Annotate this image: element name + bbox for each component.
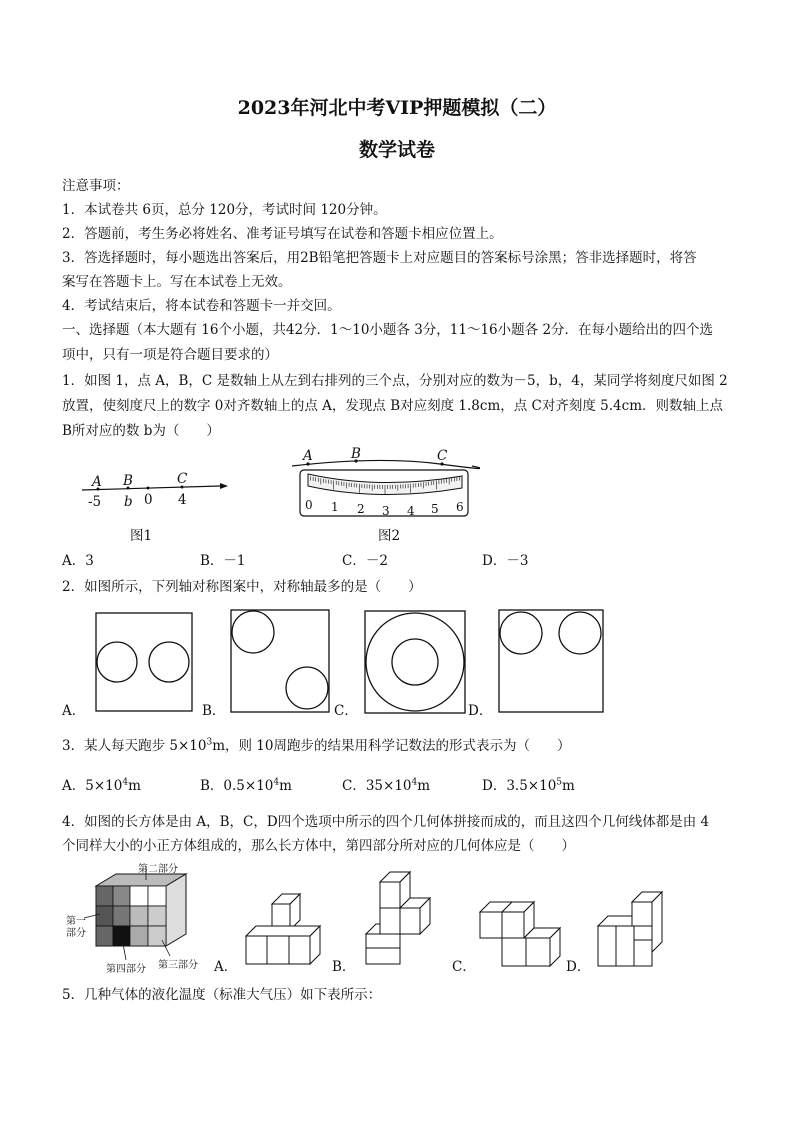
q2-figure-b [230,609,330,713]
point-label: B [123,473,133,489]
cuboid-label: 第一部分 [66,916,86,939]
q2-figure-d [498,609,604,713]
point-value: 0 [144,492,153,508]
q3-option-d: D．$3.5\times 10^5m$ [482,777,575,794]
q3-option-b: B．$0.5\times 10^4m$ [200,777,292,794]
cuboid-label: 第三部分 [158,960,198,971]
paper-title: 2023年河北中考VIP押题模拟（二） [237,97,557,119]
q1-text: 1．如图 1，点 A，B，C 是数轴上从左到右排列的三个点，分别对应的数为－5，b，4，某同学将刻度尺如图 2 [62,373,728,389]
q2-option-a: A． [62,703,86,719]
q4-option-a-shape [244,880,334,970]
q3-text: 3．某人每天跑步 $5\times 10^3m$，则 10周跑步的结果用科学记数法的形式表示为（ ） [62,737,571,754]
q4-option-b: B． [332,959,356,975]
note-item: 1．本试卷共 6页，总分 120分，考试时间 120分钟。 [62,202,387,218]
q1-figure-1 [80,468,230,548]
q2-figure-c [364,610,466,714]
ruler-tick-label: 5 [431,502,439,516]
q1-figure-2 [290,446,480,544]
q3-option-a: A．$5\times 10^4m$ [62,777,141,794]
point-label: A [92,474,102,490]
ruler-tick-label: 4 [407,504,415,518]
ruler-tick-label: 2 [357,502,365,516]
point-label: C [177,471,188,487]
figure-caption: 图1 [130,528,153,544]
q2-text: 2．如图所示，下列轴对称图案中，对称轴最多的是（ ） [62,579,422,595]
note-item: 案写在答题卡上。写在本试卷上无效。 [62,274,292,290]
q1-option-c: C．－2 [342,553,388,569]
notes-heading: 注意事项： [62,178,130,194]
cuboid-label: 第四部分 [106,964,146,975]
cuboid-label: 第二部分 [138,864,178,875]
ruler-tick-label: 6 [456,500,464,514]
ruler-tick-label: 0 [305,498,313,512]
section-heading-cont: 项中，只有一项是符合题目要求的） [62,347,278,363]
point-label: B [351,446,361,462]
point-label: C [437,448,448,464]
q4-option-d: D． [566,959,591,975]
q2-option-b: B． [202,703,226,719]
q1-option-b: B．－1 [200,553,246,569]
note-item: 3．答选择题时，每小题选出答案后，用2B铅笔把答题卡上对应题目的答案标号涂黑；答非选择题时，将答 [62,250,697,266]
q4-text: 个同样大小的小正方体组成的，那么长方体中，第四部分所对应的几何体应是（ ） [62,838,575,854]
point-value: b [124,494,133,510]
q4-option-c-shape [476,900,572,972]
ruler-tick-label: 3 [382,504,390,518]
q4-option-d-shape [596,888,668,972]
note-item: 2．答题前，考生务必将姓名、准考证号填写在试卷和答题卡相应位置上。 [62,226,503,242]
point-value: -5 [88,494,102,510]
section-heading: 一、选择题（本大题有 16个小题，共42分．1～10小题各 3分，11～16小题各 2分．在每小题给出的四个选 [62,322,714,338]
q1-option-d: D．－3 [482,553,529,569]
q5-text: 5．几种气体的液化温度（标准大气压）如下表所示： [62,987,382,1003]
q1-option-a: A．3 [62,553,94,569]
q4-cuboid-figure [66,864,216,976]
q2-option-c: C． [334,703,358,719]
q4-option-b-shape [364,864,444,968]
point-value: 4 [178,492,187,508]
note-item: 4．考试结束后，将本试卷和答题卡一并交回。 [62,298,341,314]
q4-option-c: C． [452,959,476,975]
q3-option-c: C．$35\times 10^4m$ [342,777,431,794]
q1-text: B所对应的数 b为（ ） [62,423,220,439]
ruler-tick-label: 1 [331,500,339,514]
q4-option-a: A． [214,959,238,975]
q1-text: 放置，使刻度尺上的数字 0对齐数轴上的点 A，发现点 B对应刻度 1.8cm，点 C对齐刻度 5.4cm．则数轴上点 [62,398,723,414]
q4-text: 4．如图的长方体是由 A，B，C，D四个选项中所示的四个几何体拼接而成的，而且这四个几何线体都是由 4 [62,814,710,830]
paper-subtitle: 数学试卷 [358,139,435,161]
q2-figure-a [95,612,193,712]
point-label: A [303,448,313,464]
figure-caption: 图2 [378,528,401,544]
q2-option-d: D． [468,703,493,719]
